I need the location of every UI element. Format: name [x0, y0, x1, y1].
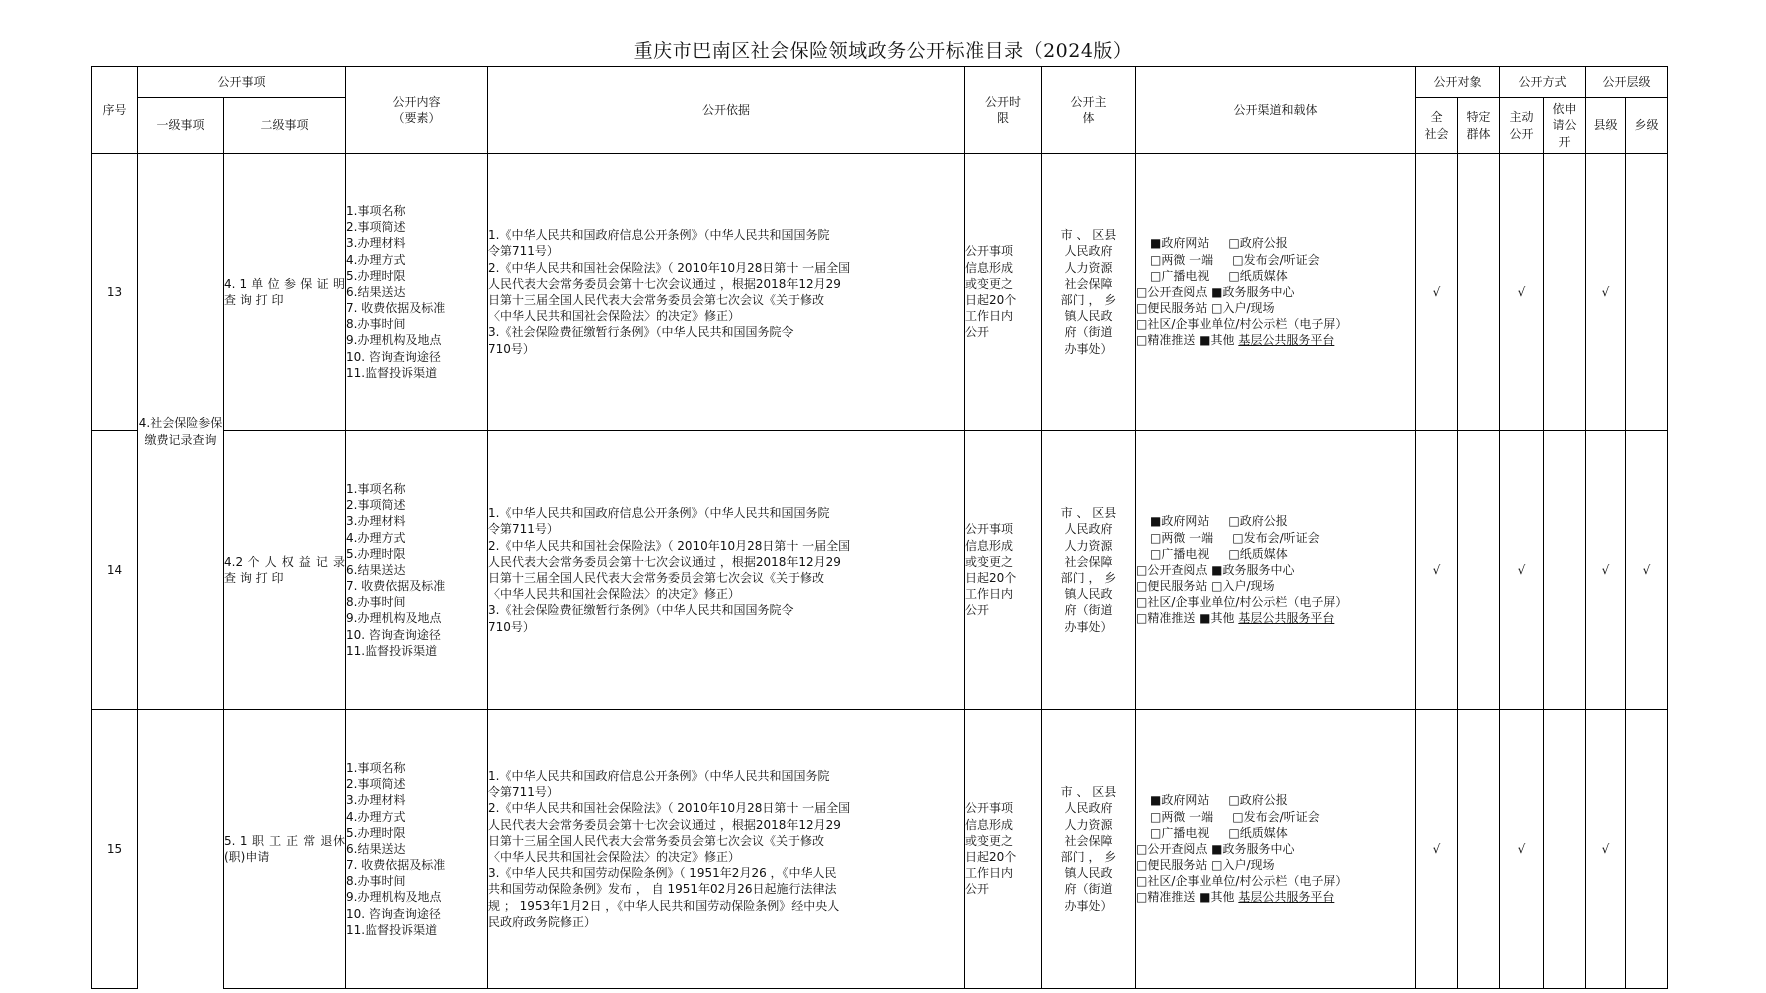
basis-line: 3.《社会保险费征缴暂行条例》（中华人民共和国国务院令 [488, 603, 794, 618]
level-township-check [1626, 154, 1668, 431]
time-limit-line: 信息形成 [965, 260, 1014, 275]
time-limit [965, 710, 1042, 989]
header-method-active-line2: 公开 [1509, 126, 1534, 141]
channel-option: ■政府网站 [1150, 793, 1210, 808]
subject-line: 社会保障 [1064, 833, 1113, 848]
method-active-check: √ [1500, 154, 1544, 431]
channel-line: □社区/企事业单位/村公示栏（电子屏） [1136, 874, 1348, 889]
channel-option: □纸质媒体 [1228, 546, 1288, 561]
header-method-request-line2: 请公 [1552, 118, 1577, 133]
content-entry: 2.事项简述 [346, 498, 406, 513]
method-request-check [1544, 154, 1586, 431]
time-limit-line: 日起20个 [965, 850, 1017, 864]
content-entry: 11.监督投诉渠道 [346, 922, 438, 937]
channel-option: □发布会/听证会 [1232, 530, 1320, 545]
content-list [346, 154, 488, 431]
subject-line: 办事处） [1064, 619, 1113, 634]
header-level2: 二级事项 [224, 98, 346, 154]
basis-line: 人民代表大会常务委员会第十七次会议通过 ，根据2018年12月29 [488, 817, 841, 832]
time-limit-line: 或变更之 [965, 554, 1014, 569]
level-county-check: √ [1586, 154, 1626, 431]
content-entry: 3.办理材料 [346, 236, 406, 251]
subject-line: 办事处） [1064, 898, 1113, 913]
header-method-active [1500, 98, 1544, 154]
basis-line: 日第十三届全国人民代表大会常务委员会第七次会议《关于修改 [488, 293, 825, 307]
channel-option: ■政府网站 [1150, 514, 1210, 529]
content-entry: 1.事项名称 [346, 481, 406, 496]
channel-option: □精准推送 ■其他 [1136, 611, 1239, 626]
subject-line: 部门 ， 乡 [1060, 571, 1117, 585]
subject-line: 市 、 区县 [1060, 785, 1117, 800]
channel-list [1136, 710, 1416, 989]
level-township-check [1626, 710, 1668, 989]
content-entry: 6.结果送达 [346, 284, 406, 299]
content-entry: 1.事项名称 [346, 760, 406, 775]
channel-list [1136, 431, 1416, 710]
content-entry: 4.办理方式 [346, 530, 406, 545]
channel-line [1136, 809, 1415, 825]
header-content-line2: （要素） [392, 111, 441, 125]
subject-line: 府（街道 [1064, 882, 1113, 897]
content-entry: 9.办理机构及地点 [346, 611, 442, 626]
time-limit-line: 信息形成 [965, 538, 1014, 553]
basis-line: 日第十三届全国人民代表大会常务委员会第七次会议《关于修改 [488, 571, 825, 585]
content-entry: 6.结果送达 [346, 841, 406, 856]
channel-other-value: 基层公共服务平台 [1238, 890, 1335, 905]
basis-line: 2.《中华人民共和国社会保险法》（ 2010年10月28日第十 一届全国 [488, 260, 851, 275]
header-subject [1042, 67, 1136, 154]
level2-item: 4. 1 单 位 参 保 证 明 查 询 打 印 [224, 154, 346, 431]
row-seq: 13 [92, 154, 138, 431]
subject-line: 办事处） [1064, 341, 1113, 356]
header-target-all [1416, 98, 1458, 154]
channel-option: □发布会/听证会 [1232, 809, 1320, 824]
content-entry: 7. 收费依据及标准 [346, 579, 446, 594]
header-target-all-line1: 全 [1430, 110, 1443, 125]
time-limit-line: 公开 [965, 882, 990, 897]
channel-line: □便民服务站 □入户/现场 [1136, 301, 1275, 316]
channel-option: □广播电视 [1150, 825, 1210, 840]
table-row [92, 154, 1668, 431]
target-all-check: √ [1416, 154, 1458, 431]
basis-line: 710号） [488, 341, 535, 356]
page-title: 重庆市巴南区社会保险领域政务公开标准目录（2024版） [633, 40, 1133, 62]
content-entry: 3.办理材料 [346, 793, 406, 808]
level1-item: 4.社会保险参保缴费记录查询 [138, 154, 224, 710]
channel-line: □便民服务站 □入户/现场 [1136, 579, 1275, 594]
level-county-check: √ [1586, 431, 1626, 710]
subject-line: 镇人民政 [1064, 587, 1113, 602]
subject-line: 人民政府 [1064, 801, 1113, 816]
basis-list [488, 154, 965, 431]
subject-line: 人力资源 [1064, 260, 1113, 275]
basis-line: 710号） [488, 619, 535, 634]
content-entry: 10. 咨询查询途径 [346, 906, 441, 921]
header-target-specific-line1: 特定 [1466, 110, 1491, 125]
method-active-check: √ [1500, 431, 1544, 710]
content-list [346, 710, 488, 989]
content-entry: 8.办事时间 [346, 595, 406, 610]
time-limit-line: 日起20个 [965, 571, 1017, 585]
target-specific-check [1458, 154, 1500, 431]
channel-line [1136, 530, 1415, 546]
channel-option: ■政府网站 [1150, 236, 1210, 251]
target-specific-check [1458, 431, 1500, 710]
header-content [346, 67, 488, 154]
content-entry: 4.办理方式 [346, 809, 406, 824]
subject-line: 人力资源 [1064, 538, 1113, 553]
time-limit-line: 工作日内 [965, 866, 1014, 881]
time-limit-line: 工作日内 [965, 587, 1014, 602]
time-limit-line: 日起20个 [965, 293, 1017, 307]
channel-line [1136, 332, 1415, 348]
header-target-all-line2: 社会 [1424, 126, 1449, 141]
channel-line: □便民服务站 □入户/现场 [1136, 858, 1275, 873]
method-active-check: √ [1500, 710, 1544, 989]
subject-line: 人民政府 [1064, 522, 1113, 537]
channel-option: □两微 一端 [1150, 809, 1214, 824]
table-row [92, 710, 1668, 989]
basis-line: 令第711号） [488, 244, 559, 259]
time-limit-line: 工作日内 [965, 309, 1014, 324]
time-limit-line: 信息形成 [965, 817, 1014, 832]
channel-option: □广播电视 [1150, 546, 1210, 561]
header-time-limit [965, 67, 1042, 154]
channel-list [1136, 154, 1416, 431]
basis-line: 令第711号） [488, 522, 559, 537]
level-county-check: √ [1586, 710, 1626, 989]
channel-option: □广播电视 [1150, 268, 1210, 283]
channel-line: □社区/企事业单位/村公示栏（电子屏） [1136, 595, 1348, 610]
channel-line [1136, 889, 1415, 905]
table-row [92, 431, 1668, 710]
subject-line: 市 、 区县 [1060, 506, 1117, 521]
basis-line: 日第十三届全国人民代表大会常务委员会第七次会议《关于修改 [488, 833, 825, 848]
basis-line: 〈中华人民共和国社会保险法〉的决定》修正） [488, 309, 741, 324]
channel-line: □公开查阅点 ■政务服务中心 [1136, 841, 1295, 856]
basis-line: 1.《中华人民共和国政府信息公开条例》（中华人民共和国国务院 [488, 506, 830, 521]
channel-line [1136, 792, 1415, 808]
channel-line [1136, 252, 1415, 268]
subject [1042, 431, 1136, 710]
subject-line: 社会保障 [1064, 276, 1113, 291]
content-entry: 11.监督投诉渠道 [346, 643, 438, 658]
basis-line: 人民代表大会常务委员会第十七次会议通过 ，根据2018年12月29 [488, 554, 841, 569]
content-entry: 5.办理时限 [346, 825, 406, 840]
subject-line: 市 、 区县 [1060, 228, 1117, 243]
basis-line: 令第711号） [488, 785, 559, 800]
channel-option: □纸质媒体 [1228, 268, 1288, 283]
header-method-request-line1: 依申 [1552, 102, 1577, 117]
channel-line [1136, 513, 1415, 529]
content-entry: 3.办理材料 [346, 514, 406, 529]
header-time-limit-line2: 限 [996, 111, 1009, 125]
header-method-active-line1: 主动 [1509, 110, 1534, 125]
header-level1: 一级事项 [138, 98, 224, 154]
basis-line: 人民代表大会常务委员会第十七次会议通过 ，根据2018年12月29 [488, 276, 841, 291]
content-list [346, 431, 488, 710]
basis-line: 〈中华人民共和国社会保险法〉的决定》修正） [488, 850, 741, 864]
content-entry: 7. 收费依据及标准 [346, 858, 446, 873]
content-entry: 7. 收费依据及标准 [346, 301, 446, 316]
basis-line: 2.《中华人民共和国社会保险法》（ 2010年10月28日第十 一届全国 [488, 801, 851, 816]
channel-option: □政府公报 [1228, 793, 1288, 808]
level2-item: 5. 1 职 工 正 常 退休(职)申请 [224, 710, 346, 989]
basis-list [488, 431, 965, 710]
header-method-request [1544, 98, 1586, 154]
channel-option: □两微 一端 [1150, 252, 1214, 267]
header-level-township: 乡级 [1626, 98, 1668, 154]
time-limit-line: 公开事项 [965, 244, 1014, 259]
subject-line: 府（街道 [1064, 603, 1113, 618]
subject-line: 镇人民政 [1064, 309, 1113, 324]
channel-option: □两微 一端 [1150, 530, 1214, 545]
subject-line: 部门 ， 乡 [1060, 850, 1117, 864]
content-entry: 6.结果送达 [346, 562, 406, 577]
subject-line: 府（街道 [1064, 325, 1113, 340]
level2-item: 4.2 个 人 权 益 记 录 查 询 打 印 [224, 431, 346, 710]
header-content-line1: 公开内容 [392, 94, 441, 109]
subject-line: 社会保障 [1064, 554, 1113, 569]
channel-line [1136, 610, 1415, 626]
content-entry: 5.办理时限 [346, 546, 406, 561]
time-limit [965, 431, 1042, 710]
basis-line: 规 ； 1953年1月2日 ，《中华人民共和国劳动保险条例》经中央人 [488, 898, 840, 913]
content-entry: 10. 咨询查询途径 [346, 349, 441, 364]
target-specific-check [1458, 710, 1500, 989]
subject [1042, 154, 1136, 431]
catalog-table [91, 66, 1668, 989]
basis-line: 〈中华人民共和国社会保险法〉的决定》修正） [488, 587, 741, 602]
subject-line: 镇人民政 [1064, 866, 1113, 881]
content-entry: 11.监督投诉渠道 [346, 365, 438, 380]
content-entry: 8.办事时间 [346, 874, 406, 889]
target-all-check: √ [1416, 431, 1458, 710]
subject-line: 人民政府 [1064, 244, 1113, 259]
content-entry: 9.办理机构及地点 [346, 890, 442, 905]
channel-line: □公开查阅点 ■政务服务中心 [1136, 284, 1295, 299]
header-subject-line2: 体 [1082, 111, 1095, 125]
channel-line: □公开查阅点 ■政务服务中心 [1136, 562, 1295, 577]
basis-line: 3.《中华人民共和国劳动保险条例》（ 1951年2月26 ，《中华人民 [488, 866, 837, 881]
basis-line: 民政府政务院修正） [488, 914, 597, 929]
basis-list [488, 710, 965, 989]
header-basis: 公开依据 [488, 67, 965, 154]
method-request-check [1544, 431, 1586, 710]
content-entry: 4.办理方式 [346, 252, 406, 267]
time-limit [965, 154, 1042, 431]
channel-line: □社区/企事业单位/村公示栏（电子屏） [1136, 317, 1348, 332]
target-all-check: √ [1416, 710, 1458, 989]
channel-option: □纸质媒体 [1228, 825, 1288, 840]
header-time-limit-line1: 公开时 [984, 94, 1021, 109]
header-target-specific-line2: 群体 [1466, 126, 1491, 141]
time-limit-line: 公开事项 [965, 522, 1014, 537]
basis-line: 2.《中华人民共和国社会保险法》（ 2010年10月28日第十 一届全国 [488, 538, 851, 553]
subject-line: 部门 ， 乡 [1060, 293, 1117, 307]
channel-option: □精准推送 ■其他 [1136, 333, 1239, 348]
content-entry: 10. 咨询查询途径 [346, 627, 441, 642]
row-seq: 14 [92, 431, 138, 710]
header-target-group: 公开对象 [1416, 67, 1500, 98]
header-seq: 序号 [92, 67, 138, 154]
content-entry: 9.办理机构及地点 [346, 333, 442, 348]
time-limit-line: 公开 [965, 325, 990, 340]
channel-other-value: 基层公共服务平台 [1238, 333, 1335, 348]
header-method-request-line3: 开 [1558, 134, 1571, 149]
header-level-county: 县级 [1586, 98, 1626, 154]
subject [1042, 710, 1136, 989]
channel-option: □政府公报 [1228, 236, 1288, 251]
basis-line: 3.《社会保险费征缴暂行条例》（中华人民共和国国务院令 [488, 325, 794, 340]
row-seq: 15 [92, 710, 138, 989]
channel-line [1136, 546, 1415, 562]
basis-line: 1.《中华人民共和国政府信息公开条例》（中华人民共和国国务院 [488, 228, 830, 243]
time-limit-line: 公开 [965, 603, 990, 618]
content-entry: 2.事项简述 [346, 220, 406, 235]
content-entry: 2.事项简述 [346, 777, 406, 792]
basis-line: 1.《中华人民共和国政府信息公开条例》（中华人民共和国国务院 [488, 769, 830, 784]
header-items-group: 公开事项 [138, 67, 346, 98]
channel-option: □精准推送 ■其他 [1136, 890, 1239, 905]
header-channel: 公开渠道和载体 [1136, 67, 1416, 154]
channel-option: □发布会/听证会 [1232, 252, 1320, 267]
basis-line: 共和国劳动保险条例》发布 ， 自 1951年02月26日起施行法律法 [488, 882, 837, 897]
content-entry: 1.事项名称 [346, 203, 406, 218]
channel-line [1136, 825, 1415, 841]
channel-line [1136, 235, 1415, 251]
time-limit-line: 或变更之 [965, 833, 1014, 848]
subject-line: 人力资源 [1064, 817, 1113, 832]
channel-line [1136, 268, 1415, 284]
channel-other-value: 基层公共服务平台 [1238, 611, 1335, 626]
content-entry: 5.办理时限 [346, 268, 406, 283]
header-method-group: 公开方式 [1500, 67, 1586, 98]
time-limit-line: 公开事项 [965, 801, 1014, 816]
level-township-check: √ [1626, 431, 1668, 710]
channel-option: □政府公报 [1228, 514, 1288, 529]
content-entry: 8.办事时间 [346, 317, 406, 332]
header-subject-line1: 公开主 [1070, 94, 1107, 109]
time-limit-line: 或变更之 [965, 276, 1014, 291]
level1-item-empty [138, 710, 224, 989]
header-level-group: 公开层级 [1586, 67, 1668, 98]
method-request-check [1544, 710, 1586, 989]
header-target-specific [1458, 98, 1500, 154]
